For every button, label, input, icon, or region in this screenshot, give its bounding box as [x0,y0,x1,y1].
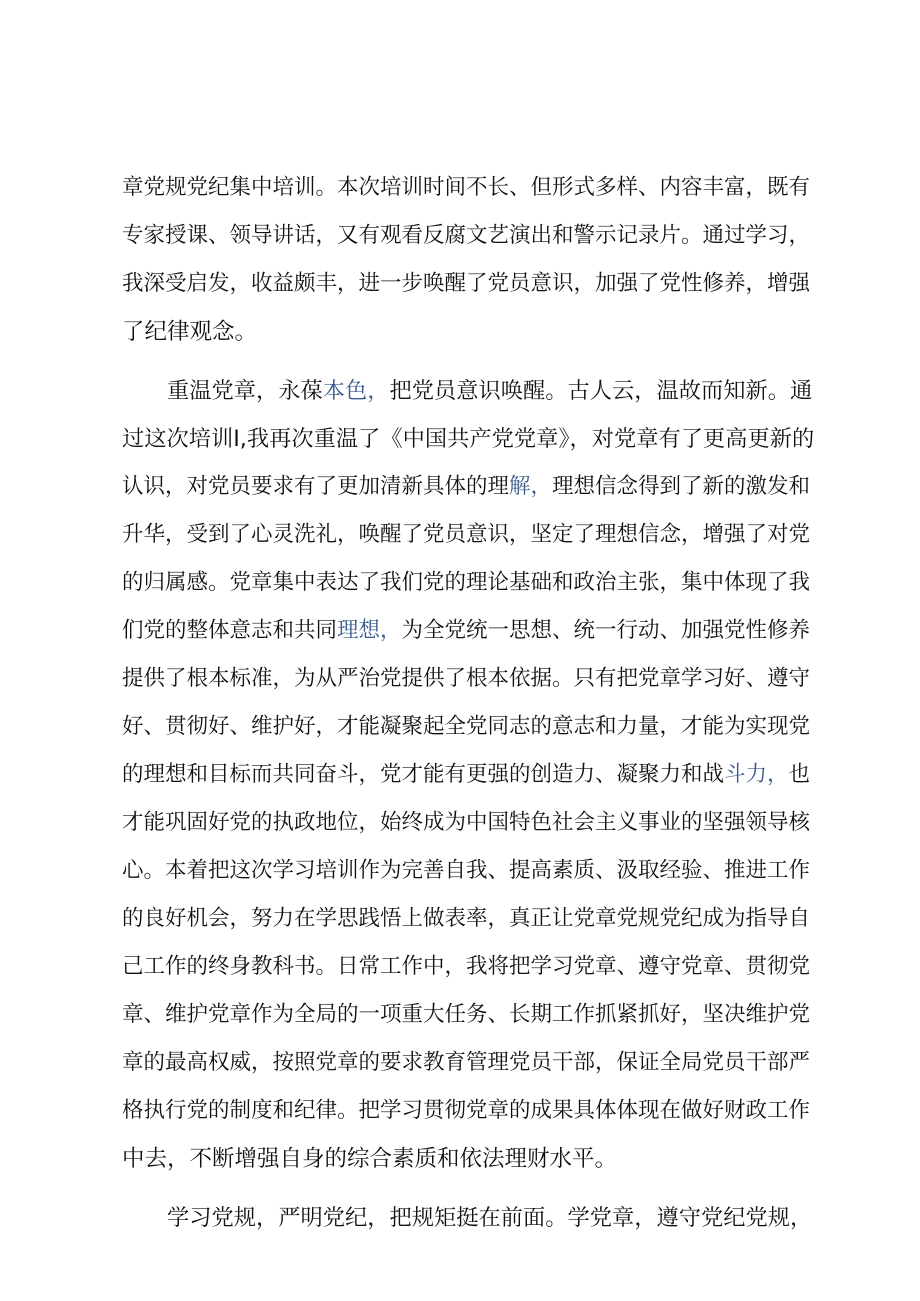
text-run: 的理想和目标而共同奋斗，党才能有更强的创造力、凝聚力和战 [122,762,725,787]
text-run: 章党规党纪集中培训。本次培训时间不长、但形式多样、内容丰富，既有 [122,175,811,200]
text-run: 认识，对党员要求有了更加清新具体的理 [122,474,510,499]
document-body [122,164,816,1242]
text-line [122,1039,816,1087]
highlight-run: 理想， [337,618,402,643]
text-line [122,1194,816,1242]
text-line [122,655,816,703]
text-line [122,991,816,1039]
text-line [122,463,816,511]
text-line [122,1135,816,1183]
text-run: 把党员意识唤醒。古人云，温故而知新。通 [389,378,813,404]
text-line [122,308,816,356]
text-run: 心。本着把这次学习培训作为完善自我、提高素质、汲取经验、推进工作 [122,858,811,883]
text-line [122,943,816,991]
text-line [122,799,816,847]
paragraph-2 [122,367,816,1183]
text-run: 才能巩固好党的执政地位，始终成为中国特色社会主义事业的坚强领导核 [122,810,811,835]
text-line [122,751,816,799]
text-line [122,415,816,463]
text-run: 我深受启发，收益颇丰，进一步唤醒了党员意识，加强了党性修养，增强 [122,271,811,296]
text-run: 了纪律观念。 [122,319,258,345]
text-run: 好、贯彻好、维护好，才能凝聚起全党同志的意志和力量，才能为实现党 [122,714,811,739]
highlight-run: 斗力， [724,762,789,787]
paragraph-gap [122,356,816,367]
text-run: 章、维护党章作为全局的一项重大任务、长期工作抓紧抓好，坚决维护党 [122,1002,811,1027]
text-line [122,367,816,415]
text-run: 中去，不断增强自身的综合素质和依法理财水平。 [122,1146,618,1172]
paragraph-1 [122,164,816,356]
text-line [122,260,816,308]
text-run: 理想信念得到了新的激发和 [552,474,811,499]
text-run: 也 [788,762,811,787]
text-line [122,607,816,655]
text-line [122,559,816,607]
text-run: 的归属感。党章集中表达了我们党的理论基础和政治主张，集中体现了我 [122,570,811,595]
text-run: 学习党规，严明党纪，把规矩挺在前面。学党章，遵守党纪党规， [167,1205,813,1231]
paragraph-gap [122,1183,816,1194]
text-run: 己工作的终身教科书。日常工作中，我将把学习党章、遵守党章、贯彻党 [122,954,811,979]
text-run: 重温党章，永葆 [167,378,323,404]
text-run: 升华，受到了心灵洗礼，唤醒了党员意识，坚定了理想信念，增强了对党 [122,522,811,547]
text-run: 专家授课、领导讲话，又有观看反腐文艺演出和警示记录片。通过学习， [122,223,811,248]
text-line [122,847,816,895]
text-run: 格执行党的制度和纪律。把学习贯彻党章的成果具体体现在做好财政工作 [122,1098,811,1123]
text-line [122,895,816,943]
highlight-run: 解， [509,474,553,499]
text-run: 提供了根本标准，为从严治党提供了根本依据。只有把党章学习好、遵守 [122,666,811,691]
paragraph-3 [122,1194,816,1242]
text-run: 为全党统一思想、统一行动、加强党性修养 [401,618,811,643]
text-line [122,511,816,559]
text-run: 章的最高权威，按照党章的要求教育管理党员干部，保证全局党员干部严 [122,1050,811,1075]
text-line [122,1087,816,1135]
text-run: 们党的整体意志和共同 [122,618,338,643]
text-run: 的良好机会，努力在学思践悟上做表率，真正让党章党规党纪成为指导自 [122,906,811,931]
text-run: 过这次培训I,我再次重温了《中国共产党党章》，对党章有了更高更新的 [122,426,815,452]
text-line [122,703,816,751]
text-line [122,212,816,260]
text-line [122,164,816,212]
highlight-run: 本色， [322,378,390,404]
